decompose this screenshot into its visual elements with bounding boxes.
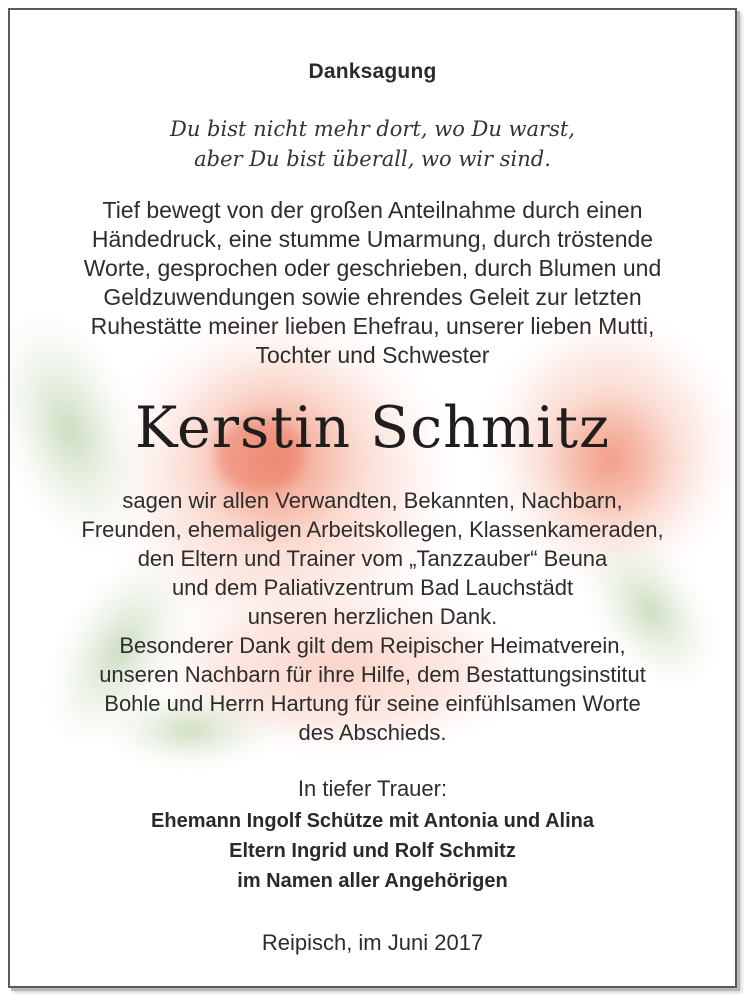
intro-line: Worte, gesprochen oder geschrieben, durch Blumen und [83, 255, 662, 281]
intro-line: Ruhestätte meiner lieben Ehefrau, unserer lieben Mutti, [90, 313, 655, 339]
thanks-line: und dem Paliativzentrum Bad Lauchstädt [171, 575, 574, 600]
heading-danksagung: Danksagung [308, 60, 437, 83]
signer-line: Eltern Ingrid und Rolf Schmitz [229, 840, 516, 862]
thanks-line: unseren Nachbarn für ihre Hilfe, dem Bestattungsinstitut [99, 662, 646, 687]
thanks-line: Bohle und Herrn Hartung für seine einfühlsamen Worte [104, 691, 641, 716]
obituary-card [8, 8, 737, 988]
motto-verse [10, 114, 735, 174]
thanks-line: den Eltern und Trainer vom „Tanzzauber“ Beuna [137, 546, 608, 571]
intro-line: Händedruck, eine stumme Umarmung, durch tröstende [91, 226, 654, 252]
place-date: Reipisch, im Juni 2017 [261, 930, 484, 955]
thanks-paragraph [10, 486, 735, 747]
mourning-label: In tiefer Trauer: [297, 776, 448, 801]
deceased-name: Kerstin Schmitz [134, 395, 611, 461]
intro-line: Geldzuwendungen sowie ehrendes Geleit zur letzten [103, 284, 642, 310]
intro-line: Tief bewegt von der großen Anteilnahme durch einen [102, 197, 643, 223]
thanks-line: des Abschieds. [298, 720, 447, 745]
signer-line: Ehemann Ingolf Schütze mit Antonia und Alina [151, 810, 594, 832]
intro-paragraph [10, 196, 735, 370]
thanks-line: Besonderer Dank gilt dem Reipischer Heimatverein, [119, 633, 626, 658]
thanks-line: sagen wir allen Verwandten, Bekannten, Nachbarn, [122, 488, 623, 513]
motto-line: Du bist nicht mehr dort, wo Du warst, [170, 117, 575, 141]
thanks-line: unseren herzlichen Dank. [247, 604, 498, 629]
motto-line: aber Du bist überall, wo wir sind. [194, 147, 551, 171]
intro-line: Tochter und Schwester [255, 342, 490, 368]
signers-list [10, 806, 735, 896]
thanks-line: Freunden, ehemaligen Arbeitskollegen, Klassenkameraden, [81, 517, 664, 542]
signer-line: im Namen aller Angehörigen [237, 870, 508, 892]
